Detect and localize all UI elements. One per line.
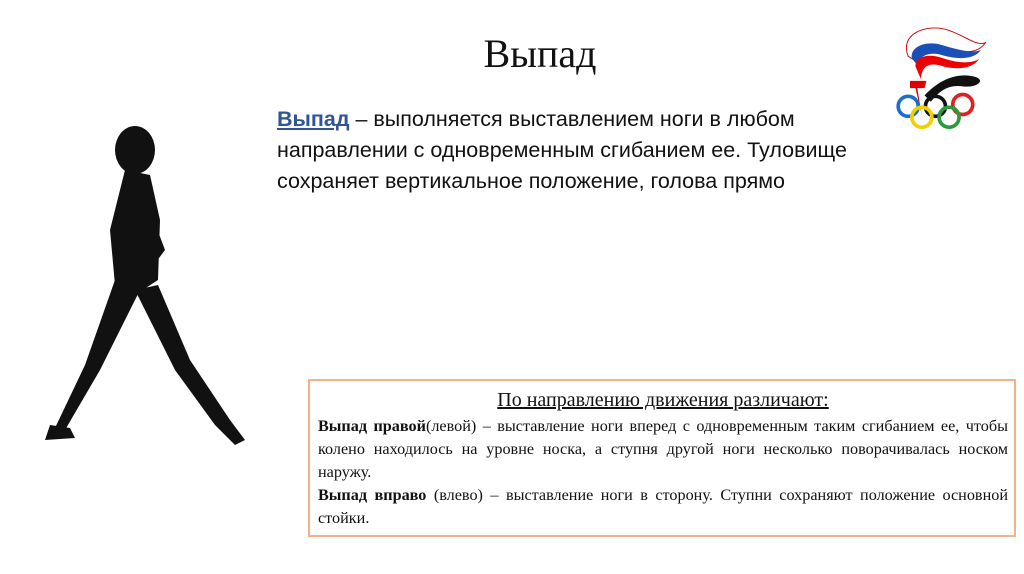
definition-term: Выпад [277,107,350,131]
lunge-type-item [318,415,1008,484]
lunge-type-name: Выпад вправо [318,486,427,504]
slide-title: Выпад [483,31,597,76]
lunge-type-description: (влево) – выставление ноги в сторону. Ступни сохраняют положение основной стойки. [318,486,1008,527]
definition-body: – выполняется выставлением ноги в любом направлении с одновременным сгибанием ее. Туловище сохраняет вертикальное положение, голова прямо [277,107,847,193]
lunge-type-item [318,484,1008,530]
lunge-figure-image [40,110,270,460]
box-heading: По направлению движения различают: [497,389,829,411]
definition-text [277,104,877,197]
lunge-types-box [308,379,1016,537]
olympic-torch-logo [890,12,990,137]
lunge-type-name: Выпад правой [318,417,426,435]
lunge-type-description: (левой) – выставление ноги вперед с одновременным таким сгибанием ее, чтобы колено находилось на уровне носка, а ступня другой ноги несколько поворачивалась носком наружу. [318,417,1008,481]
